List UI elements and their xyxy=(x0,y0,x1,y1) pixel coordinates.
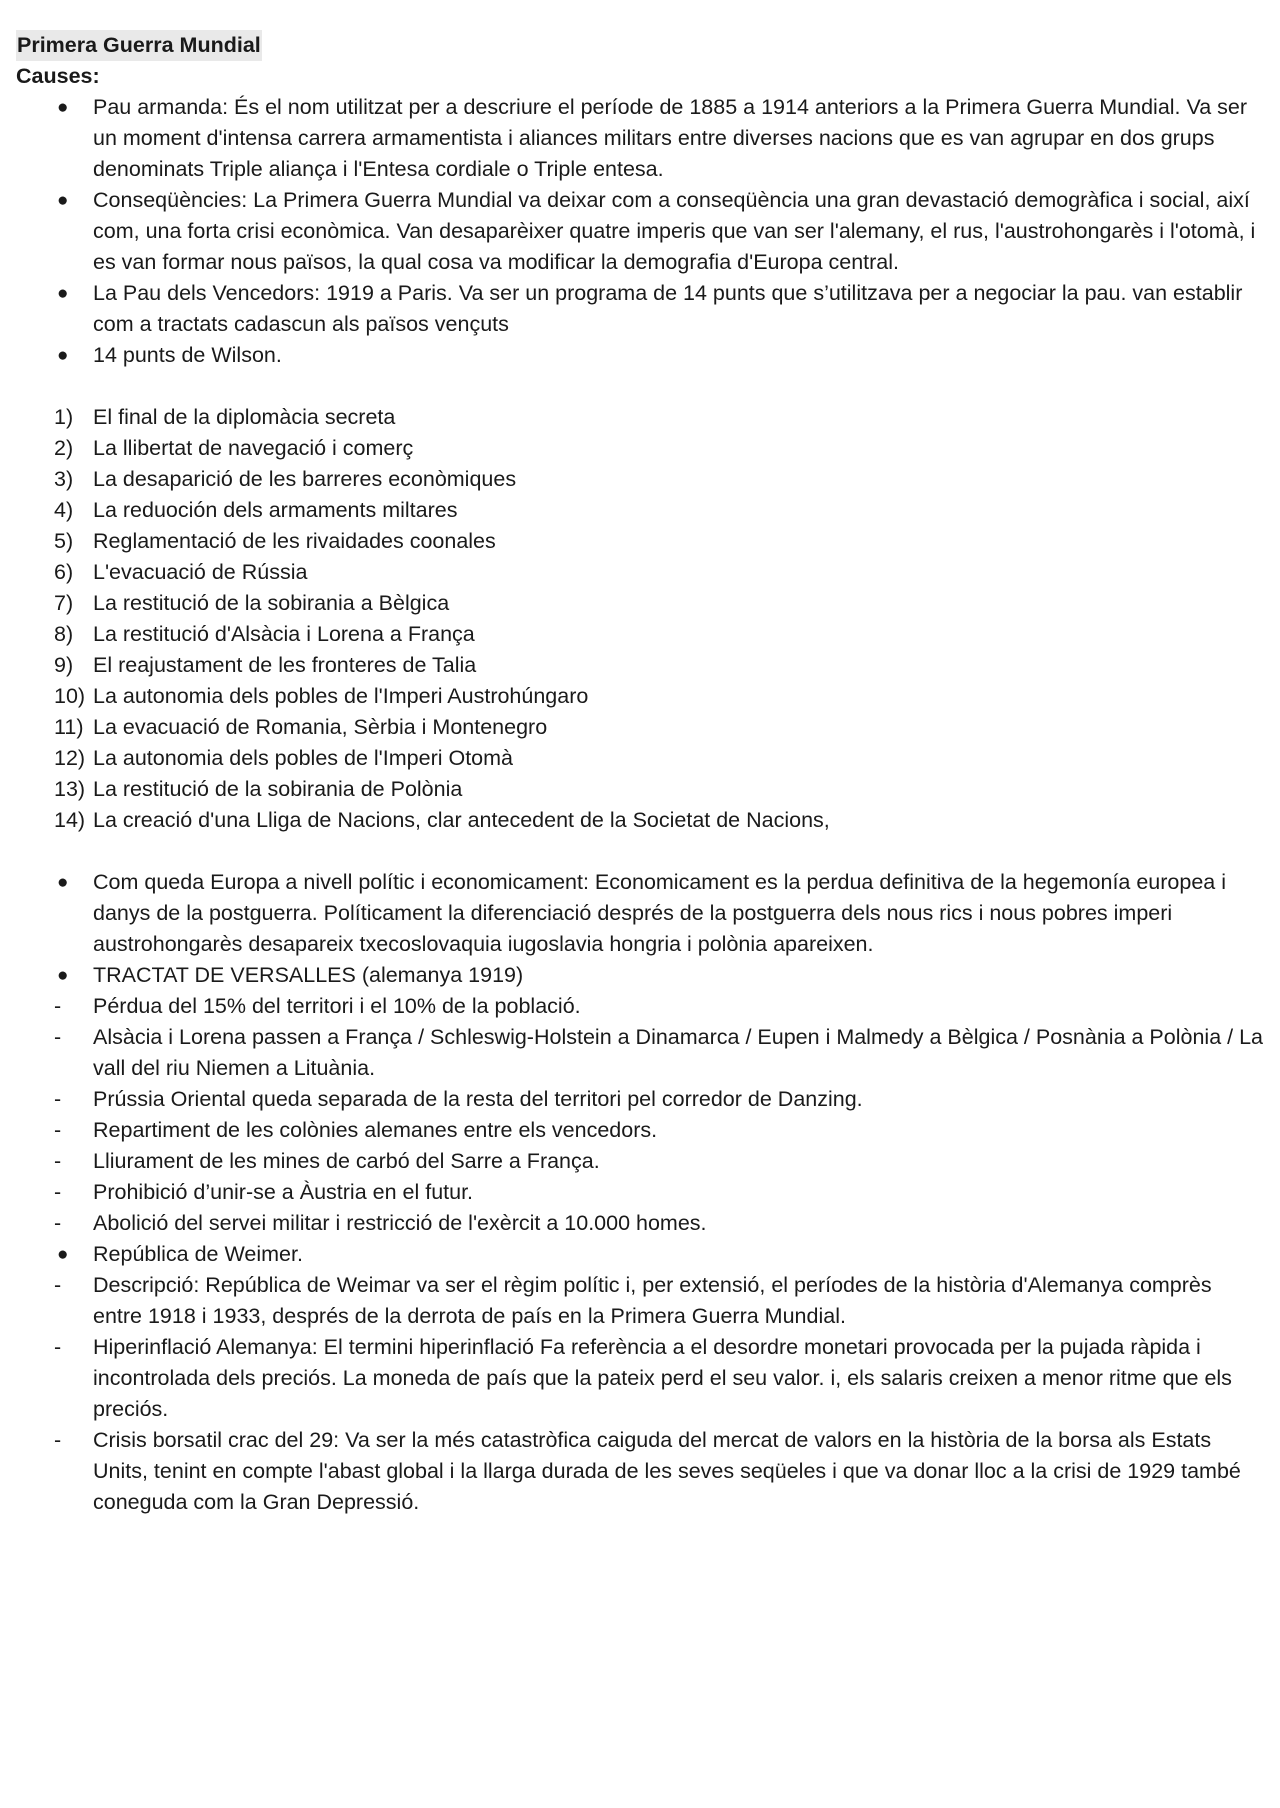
dash-marker: - xyxy=(54,1180,62,1204)
numbered-item xyxy=(16,619,1266,650)
list-item-text: Conseqüències: La Primera Guerra Mundial va deixar com a conseqüència una gran devastació demogràfica i social, així com, una forta crisi econòmica. Van desaparèixer quatre imperis que van ser l'alemany, el rus, l'austrohongarès i l'otomà, i es van formar nous països, la qual cosa va modificar la demografia d'Europa central. xyxy=(93,188,1256,274)
numbered-item xyxy=(16,774,1266,805)
list-item xyxy=(16,1146,1266,1177)
list-item-text: Pau armanda: És el nom utilitzat per a descriure el període de 1885 a 1914 anteriors a la Primera Guerra Mundial. Va ser un moment d'intensa carrera armamentista i aliances militars entre diverses nacions que es van agrupar en dos grups denominats Triple aliança i l'Entesa cordiale o Triple entesa. xyxy=(93,95,1248,181)
dash-marker: - xyxy=(54,1118,62,1142)
wilson-points-list xyxy=(16,402,1266,836)
numbered-item xyxy=(16,805,1266,836)
numbered-item-text: La desaparició de les barreres econòmiques xyxy=(93,467,517,491)
bullet-marker: ● xyxy=(57,872,69,893)
list-item xyxy=(16,1425,1266,1518)
numbered-item-text: El final de la diplomàcia secreta xyxy=(93,405,396,429)
list-item-text: TRACTAT DE VERSALLES (alemanya 1919) xyxy=(93,963,524,987)
number-marker: 8) xyxy=(54,622,74,646)
numbered-item xyxy=(16,743,1266,774)
numbered-item xyxy=(16,495,1266,526)
number-marker: 13) xyxy=(54,777,86,801)
number-marker: 10) xyxy=(54,684,86,708)
numbered-item-text: La llibertat de navegació i comerç xyxy=(93,436,414,460)
number-marker: 6) xyxy=(54,560,74,584)
numbered-item-text: La autonomia dels pobles de l'Imperi Otomà xyxy=(93,746,514,770)
numbered-item-text: L'evacuació de Rússia xyxy=(93,560,308,584)
numbered-item xyxy=(16,433,1266,464)
number-marker: 3) xyxy=(54,467,74,491)
dash-marker: - xyxy=(54,1273,62,1297)
dash-marker: - xyxy=(54,994,62,1018)
list-item xyxy=(16,1084,1266,1115)
list-item xyxy=(16,278,1266,340)
causes-list xyxy=(16,92,1266,371)
numbered-item-text: La reduoción dels armaments miltares xyxy=(93,498,458,522)
bullet-marker: ● xyxy=(57,190,69,211)
number-marker: 14) xyxy=(54,808,86,832)
bullet-marker: ● xyxy=(57,965,69,986)
document-title-line xyxy=(16,30,1266,61)
list-item xyxy=(16,92,1266,185)
section-heading-causes: Causes: xyxy=(16,64,100,88)
numbered-item xyxy=(16,464,1266,495)
numbered-item xyxy=(16,588,1266,619)
list-item xyxy=(16,991,1266,1022)
list-item xyxy=(16,340,1266,371)
bullet-marker: ● xyxy=(57,97,69,118)
numbered-item xyxy=(16,712,1266,743)
number-marker: 1) xyxy=(54,405,74,429)
list-item-text: Alsàcia i Lorena passen a França / Schleswig-Holstein a Dinamarca / Eupen i Malmedy a Bèlgica / Posnània a Polònia / La vall del riu Niemen a Lituània. xyxy=(93,1025,1263,1080)
number-marker: 5) xyxy=(54,529,74,553)
list-item-text: La Pau dels Vencedors: 1919 a Paris. Va ser un programa de 14 punts que s’utilitzava per a negociar la pau. van establir com a tractats cadascun als països vençuts xyxy=(93,281,1243,336)
number-marker: 4) xyxy=(54,498,74,522)
numbered-item xyxy=(16,402,1266,433)
list-item-text: Repartiment de les colònies alemanes entre els vencedors. xyxy=(93,1118,658,1142)
dash-marker: - xyxy=(54,1149,62,1173)
list-item xyxy=(16,867,1266,960)
numbered-item-text: La restitució d'Alsàcia i Lorena a França xyxy=(93,622,475,646)
numbered-item xyxy=(16,526,1266,557)
list-item xyxy=(16,185,1266,278)
numbered-item-text: La restitució de la sobirania de Polònia xyxy=(93,777,463,801)
list-item-text: República de Weimer. xyxy=(93,1242,303,1266)
list-item-text: Pérdua del 15% del territori i el 10% de la població. xyxy=(93,994,581,1018)
list-item xyxy=(16,1022,1266,1084)
after-list xyxy=(16,867,1266,1518)
numbered-item xyxy=(16,650,1266,681)
list-item-text: Crisis borsatil crac del 29: Va ser la més catastròfica caiguda del mercat de valors en la història de la borsa als Estats Units, tenint en compte l'abast global i la llarga durada de les seves seqüeles i que va donar lloc a la crisi de 1929 també coneguda com la Gran Depressió. xyxy=(93,1428,1241,1514)
numbered-item-text: La autonomia dels pobles de l'Imperi Austrohúngaro xyxy=(93,684,589,708)
numbered-item xyxy=(16,557,1266,588)
spacer xyxy=(16,371,1266,402)
number-marker: 11) xyxy=(54,715,84,739)
numbered-item-text: La evacuació de Romania, Sèrbia i Montenegro xyxy=(93,715,548,739)
dash-marker: - xyxy=(54,1428,62,1452)
numbered-item-text: Reglamentació de les rivaidades coonales xyxy=(93,529,496,553)
list-item xyxy=(16,1270,1266,1332)
list-item xyxy=(16,1208,1266,1239)
numbered-item-text: La creació d'una Lliga de Nacions, clar antecedent de la Societat de Nacions, xyxy=(93,808,830,832)
numbered-item-text: La restitució de la sobirania a Bèlgica xyxy=(93,591,450,615)
number-marker: 2) xyxy=(54,436,74,460)
bullet-marker: ● xyxy=(57,1244,69,1265)
list-item xyxy=(16,1177,1266,1208)
list-item-text: Com queda Europa a nivell polític i economicament: Economicament es la perdua definitiva de la hegemonía europea i danys de la postguerra. Políticament la diferenciació després de la postguerra dels nous rics i nous pobres imperi austrohongarès desapareix txecoslovaquia iugoslavia hongria i polònia apareixen. xyxy=(93,870,1227,956)
number-marker: 7) xyxy=(54,591,74,615)
bullet-marker: ● xyxy=(57,345,69,366)
number-marker: 12) xyxy=(54,746,86,770)
list-item-text: Hiperinflació Alemanya: El termini hiperinflació Fa referència a el desordre monetari provocada per la pujada ràpida i incontrolada dels preciós. La moneda de país que la pateix perd el seu valor. i, els salaris creixen a menor ritme que els preciós. xyxy=(93,1335,1232,1421)
list-item-text: Lliurament de les mines de carbó del Sarre a França. xyxy=(93,1149,600,1173)
document-page xyxy=(16,30,1266,1518)
list-item xyxy=(16,1115,1266,1146)
bullet-marker: ● xyxy=(57,283,69,304)
numbered-item xyxy=(16,681,1266,712)
numbered-item-text: El reajustament de les fronteres de Talia xyxy=(93,653,477,677)
list-item xyxy=(16,1239,1266,1270)
list-item-text: Descripció: República de Weimar va ser el règim polític i, per extensió, el períodes de la història d'Alemanya comprès entre 1918 i 1933, després de la derrota de país en la Primera Guerra Mundial. xyxy=(93,1273,1212,1328)
list-item-text: Abolició del servei militar i restricció de l'exèrcit a 10.000 homes. xyxy=(93,1211,707,1235)
list-item-text: 14 punts de Wilson. xyxy=(93,343,282,367)
dash-marker: - xyxy=(54,1335,62,1359)
list-item-text: Prohibició d’unir-se a Àustria en el futur. xyxy=(93,1180,474,1204)
number-marker: 9) xyxy=(54,653,74,677)
list-item xyxy=(16,1332,1266,1425)
spacer xyxy=(16,836,1266,867)
list-item-text: Prússia Oriental queda separada de la resta del territori pel corredor de Danzing. xyxy=(93,1087,863,1111)
list-item xyxy=(16,960,1266,991)
dash-marker: - xyxy=(54,1087,62,1111)
document-title: Primera Guerra Mundial xyxy=(16,30,262,61)
dash-marker: - xyxy=(54,1025,62,1049)
dash-marker: - xyxy=(54,1211,62,1235)
